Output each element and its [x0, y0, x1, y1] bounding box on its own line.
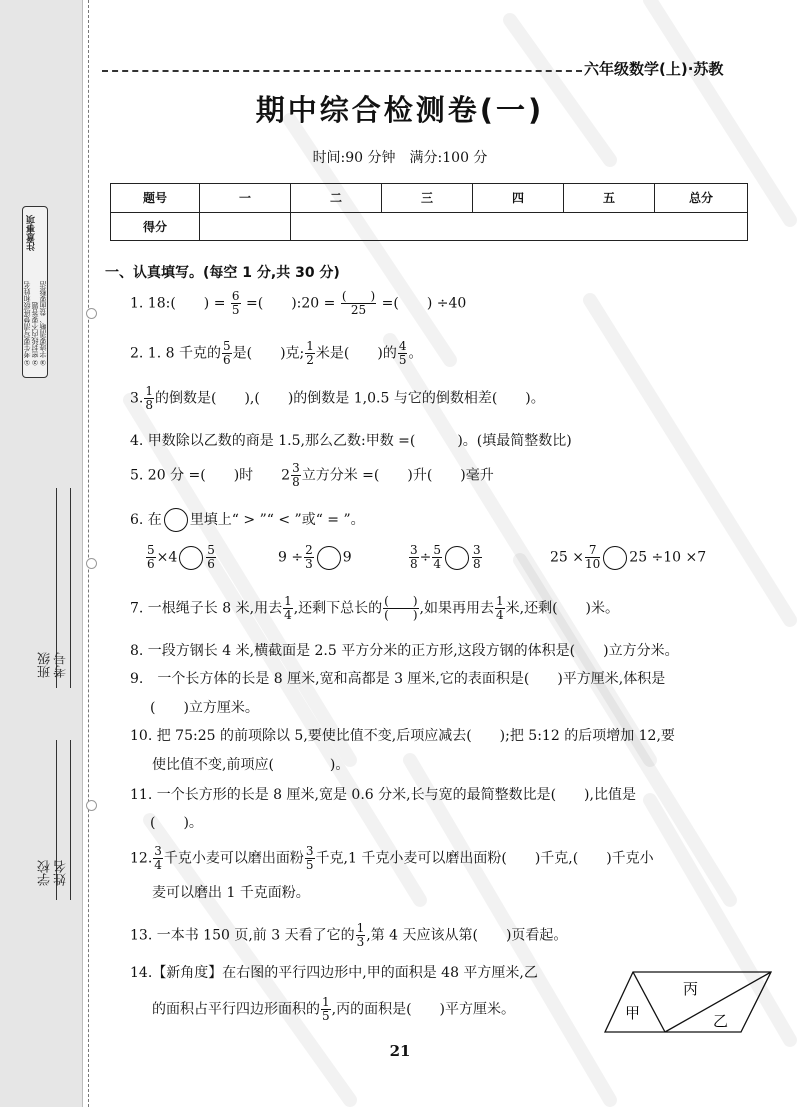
- q2-text: 是( )克;: [232, 345, 305, 362]
- punch-hole: [86, 800, 97, 811]
- numerator: 5: [222, 339, 231, 353]
- q6-expr-3: [408, 544, 483, 571]
- score-table-score-row: [111, 212, 748, 241]
- q3-text: 的倒数是( ),( )的倒数是 1,0.5 与它的倒数相差( )。: [155, 390, 545, 407]
- question-10: 10. 把 75:25 的前项除以 5,要使比值不变,后项应减去( );把 5:12 的后项增加 12,要: [130, 728, 675, 744]
- q13-text: ,第 4 天应该从第( )页看起。: [366, 927, 568, 944]
- division-line: [633, 972, 665, 1032]
- table-cell: 二: [291, 184, 382, 213]
- denominator: 3: [356, 935, 365, 949]
- q6-expr-2: [278, 544, 352, 571]
- denominator: 5: [398, 353, 407, 367]
- q12-text: 12.: [130, 850, 153, 867]
- numerator: 2: [305, 543, 313, 557]
- page-number: 21: [389, 1042, 411, 1060]
- fraction: [585, 544, 600, 571]
- q3-text: 3.: [130, 390, 144, 407]
- notice-title: 注意事项: [27, 215, 37, 251]
- numerator: 3: [473, 543, 481, 557]
- numerator: 1: [322, 995, 330, 1009]
- question-11: 11. 一个长方形的长是 8 厘米,宽是 0.6 分米,长与宽的最简整数比是( ),比值是: [130, 787, 636, 803]
- q5-text: 立方分米 =( )升( )毫升: [301, 467, 494, 484]
- denominator: 8: [145, 398, 153, 412]
- denominator: 4: [154, 858, 162, 872]
- score-input-cell[interactable]: [200, 212, 291, 241]
- denominator: ( ): [384, 608, 418, 622]
- denominator: 6: [222, 353, 231, 367]
- q6-text: 9 ÷: [278, 549, 304, 566]
- denominator: 8: [473, 557, 481, 571]
- question-5: [130, 462, 494, 489]
- numerator: 1: [496, 594, 504, 608]
- label-jia: 甲: [625, 1004, 641, 1022]
- q7-text: ,还剩下总长的: [293, 600, 383, 617]
- q2-text: 。: [408, 345, 423, 362]
- numerator: 3: [410, 543, 418, 557]
- q7-text: 米,还剩( )米。: [505, 600, 620, 617]
- name-label: 姓名: [54, 860, 69, 886]
- compare-circle[interactable]: [317, 546, 341, 570]
- question-12-cont: 麦可以磨出 1 千克面粉。: [152, 885, 310, 901]
- numerator: 7: [585, 544, 600, 558]
- punch-hole: [86, 558, 97, 569]
- question-7: [130, 595, 619, 622]
- q6-text: 25 ÷10 ×7: [629, 549, 707, 566]
- notice-line-3: ③字迹要清晰、卷面要整洁: [39, 281, 47, 366]
- label-yi: 乙: [713, 1012, 729, 1030]
- question-6: [130, 508, 365, 532]
- section-heading: 一、认真填写。(每空 1 分,共 30 分): [105, 265, 340, 281]
- subject-label: 六年级数学(上)·苏教: [584, 60, 724, 78]
- class-label: 班级: [38, 652, 53, 678]
- fraction-blank[interactable]: [383, 595, 418, 622]
- question-4: 4. 甲数除以乙数的商是 1.5,那么乙数:甲数 =( )。(填最简整数比): [130, 433, 572, 449]
- q14-text: 的面积占平行四边形面积的: [152, 1001, 320, 1018]
- question-9-cont: ( )立方厘米。: [150, 700, 259, 716]
- table-cell: 得分: [111, 212, 200, 241]
- numerator: 5: [433, 543, 442, 557]
- table-cell: 总分: [655, 184, 748, 213]
- denominator: 6: [147, 557, 155, 571]
- denominator: 3: [305, 557, 313, 571]
- q5-text: 5. 20 分 =( )时 2: [130, 467, 291, 484]
- question-9: 9. 一个长方体的长是 8 厘米,宽和高都是 3 厘米,它的表面积是( )平方厘米,体积是: [130, 671, 666, 687]
- q7-text: ,如果再用去: [419, 600, 494, 617]
- denominator: 4: [433, 557, 442, 571]
- score-table: [110, 183, 748, 241]
- numerator: 3: [154, 844, 162, 858]
- question-10-cont: 使比值不变,前项应( )。: [152, 757, 350, 773]
- fraction: [432, 544, 442, 571]
- compare-circle[interactable]: [179, 546, 203, 570]
- denominator: 5: [305, 858, 314, 872]
- q2-text: 米是( )的: [315, 345, 397, 362]
- question-3: [130, 385, 545, 412]
- school-label: 学校: [38, 860, 53, 886]
- compare-circle[interactable]: [445, 546, 469, 570]
- q1-text: =( ) ÷40: [381, 295, 467, 312]
- fraction: [305, 340, 315, 367]
- question-1: [130, 290, 466, 317]
- fraction-blank[interactable]: [341, 290, 376, 317]
- page-title: 期中综合检测卷(一): [255, 93, 545, 127]
- question-12: [130, 845, 654, 872]
- table-cell: 题号: [111, 184, 200, 213]
- fraction: [231, 290, 241, 317]
- denominator: 5: [231, 303, 240, 317]
- numerator: 3: [305, 844, 314, 858]
- parallelogram-figure: [603, 970, 773, 1036]
- denominator: 2: [306, 353, 314, 367]
- q14-text: ,丙的面积是( )平方厘米。: [331, 1001, 516, 1018]
- q12-text: 千克小麦可以磨出面粉: [163, 850, 304, 867]
- notice-lines: [24, 226, 31, 366]
- fraction: [283, 595, 293, 622]
- numerator: 5: [147, 543, 155, 557]
- score-table-header-row: [111, 184, 748, 213]
- question-14-cont: [152, 996, 515, 1023]
- question-2: [130, 340, 422, 367]
- numerator: 1: [145, 384, 153, 398]
- fraction: [321, 996, 331, 1023]
- numerator: ( ): [341, 289, 376, 303]
- numerator: 1: [284, 594, 292, 608]
- denominator: 8: [292, 475, 300, 489]
- fraction: [153, 845, 163, 872]
- fraction: [472, 544, 482, 571]
- q6-expr-4: [550, 544, 706, 571]
- notice-line-1: ①考生要写清楚班级和姓名: [23, 281, 31, 366]
- denominator: 5: [322, 1009, 330, 1023]
- q12-text: 千克,1 千克小麦可以磨出面粉( )千克,( )千克小: [315, 850, 654, 867]
- fraction: [495, 595, 505, 622]
- score-input-cell[interactable]: [291, 212, 748, 241]
- fraction: [305, 845, 315, 872]
- fraction: [291, 462, 301, 489]
- denominator: 10: [585, 557, 601, 571]
- denominator: 8: [410, 557, 418, 571]
- question-13: [130, 922, 567, 949]
- time-info: 时间:90 分钟 满分:100 分: [312, 150, 488, 166]
- q6-text: 6. 在: [130, 512, 162, 528]
- q6-expr-1: [145, 544, 217, 571]
- numerator: 1: [306, 339, 314, 353]
- q13-text: 13. 一本书 150 页,前 3 天看了它的: [130, 927, 355, 944]
- q6-text: 25 ×: [550, 549, 584, 566]
- q1-text: =( ):20 =: [246, 295, 336, 312]
- notice-lines-3: [40, 226, 47, 366]
- q6-text: ÷: [419, 549, 432, 566]
- q1-text: 1. 18:( ) =: [130, 295, 226, 312]
- fraction: [409, 544, 419, 571]
- table-cell: 五: [564, 184, 655, 213]
- circle-symbol: [164, 508, 188, 532]
- table-cell: 三: [382, 184, 473, 213]
- fraction: [398, 340, 408, 367]
- q6-text: 里填上“ > ”“ < ”或“ = ”。: [189, 512, 365, 528]
- notice-lines-2: [32, 226, 39, 366]
- denominator: 25: [350, 303, 367, 317]
- fraction: [146, 544, 156, 571]
- table-cell: 一: [200, 184, 291, 213]
- numerator: 4: [398, 339, 407, 353]
- numerator: 6: [231, 289, 240, 303]
- question-8: 8. 一段方钢长 4 米,横截面是 2.5 平方分米的正方形,这段方钢的体积是( )立方分米。: [130, 643, 679, 659]
- numerator: 3: [292, 461, 300, 475]
- header-dashed-line: [102, 70, 582, 72]
- question-11-cont: ( )。: [150, 815, 203, 831]
- table-cell: 四: [473, 184, 564, 213]
- numerator: ( ): [384, 594, 418, 608]
- numerator: 1: [356, 921, 365, 935]
- q6-text: 9: [342, 549, 352, 566]
- fraction: [356, 922, 366, 949]
- denominator: 4: [496, 608, 504, 622]
- fraction: [304, 544, 314, 571]
- question-14: 14.【新角度】在右图的平行四边形中,甲的面积是 48 平方厘米,乙: [130, 965, 538, 981]
- q6-text: ×4: [156, 549, 178, 566]
- notice-line-2: ②密封线内不要答题: [31, 302, 39, 366]
- denominator: 4: [284, 608, 292, 622]
- fraction: [144, 385, 154, 412]
- fraction: [206, 544, 216, 571]
- compare-circle[interactable]: [603, 546, 627, 570]
- label-bing: 丙: [683, 980, 699, 998]
- denominator: 6: [207, 557, 215, 571]
- exam-id-label: 考号: [54, 652, 69, 678]
- q2-text: 2. 1. 8 千克的: [130, 345, 221, 362]
- fraction: [222, 340, 232, 367]
- numerator: 5: [207, 543, 215, 557]
- q7-text: 7. 一根绳子长 8 米,用去: [130, 600, 283, 617]
- punch-hole: [86, 308, 97, 319]
